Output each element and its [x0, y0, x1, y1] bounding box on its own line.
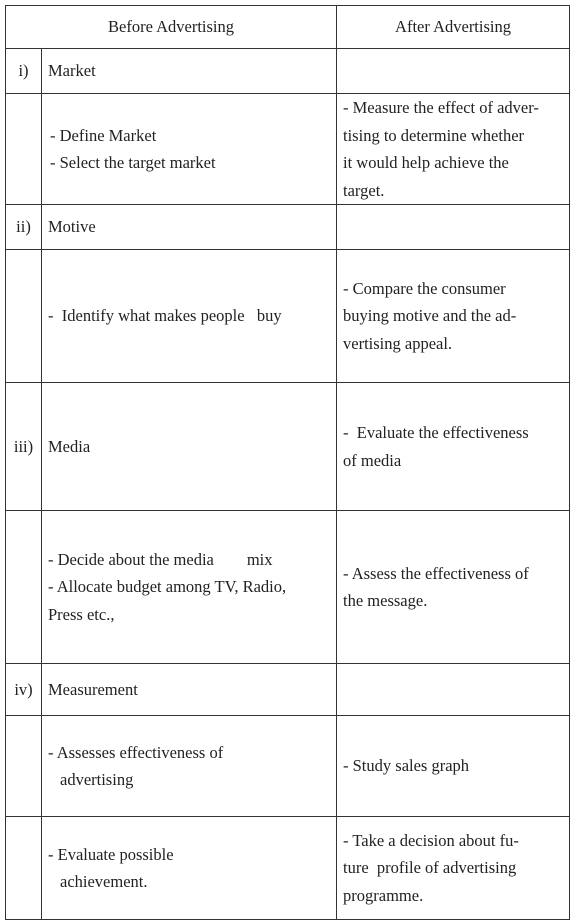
after-cell: [337, 383, 570, 511]
row-number: ii): [6, 205, 42, 250]
after-text-line: vertising appeal.: [343, 333, 453, 353]
table-row: [6, 250, 570, 383]
table-row: [6, 664, 570, 716]
table-row: [6, 817, 570, 920]
row-number: [6, 716, 42, 817]
after-cell: [337, 511, 570, 664]
header-before-advertising: Before Advertising: [6, 6, 337, 49]
before-cell: [42, 817, 337, 920]
header-after-advertising: After Advertising: [337, 6, 570, 49]
before-text-line: - Identify what makes people buy: [48, 306, 282, 326]
after-cell: [337, 817, 570, 920]
before-text-line: advertising: [60, 770, 134, 789]
before-text-line: Press etc.,: [48, 604, 115, 624]
after-text-line: programme.: [343, 885, 424, 905]
after-cell: [337, 716, 570, 817]
table-row: [6, 383, 570, 511]
table-row: [6, 205, 570, 250]
after-text-line: the message.: [343, 591, 428, 610]
before-cell: [42, 94, 337, 205]
before-text-line: - Decide about the media mix: [48, 549, 273, 569]
row-number: iv): [6, 664, 42, 716]
table-row: [6, 94, 570, 205]
before-cell: [42, 664, 337, 716]
after-text-line: target.: [343, 180, 385, 200]
before-text-line: - Assesses effectiveness of: [48, 742, 224, 762]
before-cell: [42, 250, 337, 383]
before-text-line: Motive: [48, 217, 96, 237]
before-text-line: Measurement: [48, 679, 138, 699]
before-text-line: - Select the target market: [50, 153, 216, 172]
advertising-comparison-table: [5, 5, 570, 920]
after-cell: [337, 94, 570, 205]
before-cell: [42, 511, 337, 664]
after-cell: [337, 49, 570, 94]
after-text-line: of media: [343, 450, 402, 470]
before-text-line: Media: [48, 436, 91, 456]
after-text-line: it would help achieve the: [343, 153, 509, 172]
after-text-line: ture profile of advertising: [343, 858, 517, 878]
before-cell: [42, 49, 337, 94]
before-text-line: - Evaluate possible: [48, 844, 174, 864]
before-text-line: achievement.: [60, 872, 148, 891]
before-text-line: - Allocate budget among TV, Radio,: [48, 577, 287, 597]
table-row: [6, 511, 570, 664]
row-number: iii): [6, 383, 42, 511]
row-number: i): [6, 49, 42, 94]
before-text-line: - Define Market: [50, 125, 157, 145]
after-text-line: tising to determine whether: [343, 125, 525, 145]
row-number: [6, 94, 42, 205]
before-text-line: Market: [48, 61, 96, 81]
row-number: [6, 817, 42, 920]
table-header-row: [6, 6, 570, 49]
after-text-line: - Study sales graph: [343, 756, 470, 776]
after-text-line: - Take a decision about fu-: [343, 830, 519, 850]
table-row: [6, 49, 570, 94]
after-cell: [337, 664, 570, 716]
after-text-line: buying motive and the ad-: [343, 306, 517, 326]
before-cell: [42, 205, 337, 250]
after-cell: [337, 250, 570, 383]
row-number: [6, 511, 42, 664]
after-text-line: - Evaluate the effectiveness: [343, 423, 529, 442]
before-cell: [42, 716, 337, 817]
after-text-line: - Measure the effect of adver-: [343, 98, 539, 117]
table-row: [6, 716, 570, 817]
before-cell: [42, 383, 337, 511]
row-number: [6, 250, 42, 383]
after-text-line: - Assess the effectiveness of: [343, 563, 529, 583]
after-text-line: - Compare the consumer: [343, 278, 506, 298]
after-cell: [337, 205, 570, 250]
